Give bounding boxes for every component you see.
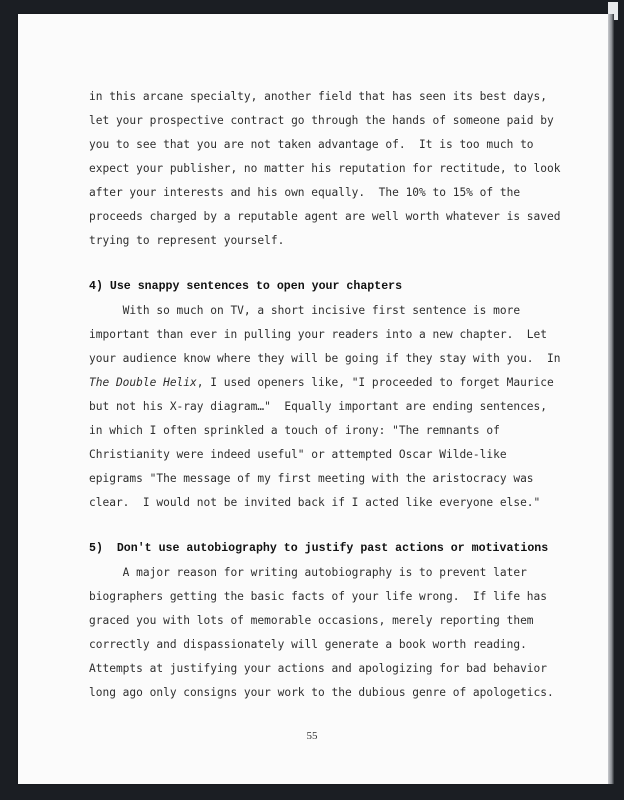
body-text-line: With so much on TV, a short incisive first sentence is more bbox=[89, 304, 521, 317]
body-text-line: your audience know where they will be going if they stay with you. In bbox=[89, 352, 561, 365]
body-text-line: expect your publisher, no matter his reputation for rectitude, to look bbox=[89, 162, 561, 175]
section-heading-5: 5) Don't use autobiography to justify past actions or motivations bbox=[89, 542, 549, 555]
paper-edge-shadow bbox=[608, 14, 614, 784]
book-title: The Double Helix bbox=[89, 376, 197, 389]
body-text-line: let your prospective contract go through the hands of someone paid by bbox=[89, 114, 554, 127]
section-heading-4: 4) Use snappy sentences to open your chapters bbox=[89, 280, 403, 293]
body-text-line: in this arcane specialty, another field that has seen its best days, bbox=[89, 90, 548, 103]
body-text-line: after your interests and his own equally. The 10% to 15% of the bbox=[89, 186, 521, 199]
page-number: 55 bbox=[306, 730, 318, 742]
body-text-line: important than ever in pulling your readers into a new chapter. Let bbox=[89, 328, 548, 341]
body-text-line: Christianity were indeed useful" or attempted Oscar Wilde-like bbox=[89, 448, 507, 461]
body-text-line: trying to represent yourself. bbox=[89, 234, 285, 247]
body-text-line: correctly and dispassionately will generate a book worth reading. bbox=[89, 638, 527, 651]
body-text-line: epigrams "The message of my first meeting with the aristocracy was bbox=[89, 472, 534, 485]
body-text-line: clear. I would not be invited back if I acted like everyone else." bbox=[89, 496, 541, 509]
body-text-line: but not his X-ray diagram…" Equally important are ending sentences, bbox=[89, 400, 548, 413]
body-text-line: in which I often sprinkled a touch of irony: "The remnants of bbox=[89, 424, 500, 437]
body-text-line: graced you with lots of memorable occasions, merely reporting them bbox=[89, 614, 534, 627]
body-text-line: A major reason for writing autobiography is to prevent later bbox=[89, 566, 527, 579]
body-text-line: you to see that you are not taken advantage of. It is too much to bbox=[89, 138, 534, 151]
body-text-line: biographers getting the basic facts of your life wrong. If life has bbox=[89, 590, 548, 603]
body-text-line: proceeds charged by a reputable agent are well worth whatever is saved bbox=[89, 210, 561, 223]
body-text-line: Attempts at justifying your actions and apologizing for bad behavior bbox=[89, 662, 548, 675]
body-text-line bbox=[89, 376, 554, 390]
body-text-fragment: , I used openers like, "I proceeded to forget Maurice bbox=[196, 376, 554, 389]
body-text-line: long ago only consigns your work to the dubious genre of apologetics. bbox=[89, 686, 554, 699]
